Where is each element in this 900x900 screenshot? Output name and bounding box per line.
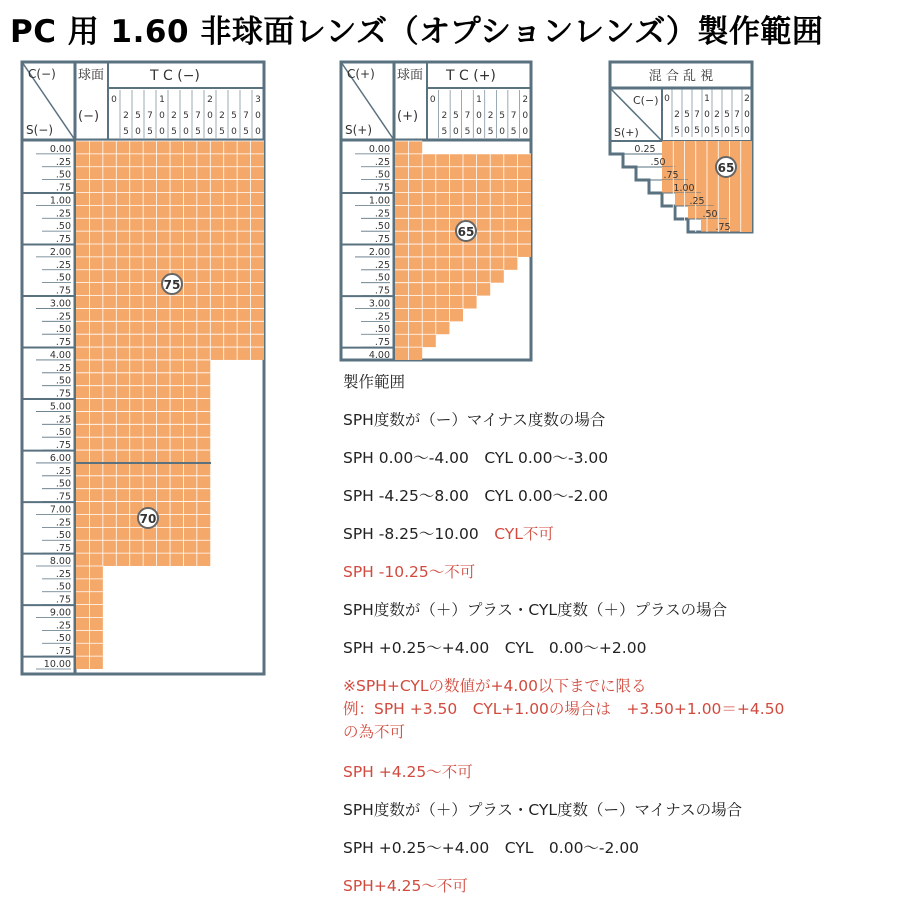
minus-digit: 5 [123,127,129,137]
minus-table [22,62,264,674]
mixed-digit: 2 [744,94,750,104]
plus-sph-label: .25 [374,156,390,168]
minus-sph-label: .75 [55,234,71,246]
minus-sph-label: .50 [55,324,71,336]
minus-sph-label: .50 [55,478,71,490]
minus-digit: 0 [159,111,165,121]
note-4-black: SPH -8.25〜10.00 [343,525,495,543]
plus-sph-label: .75 [374,234,390,246]
mixed-digit: 0 [704,110,710,120]
plus-table [341,62,531,361]
minus-digit: 5 [243,127,249,137]
plus-sph-label: .25 [374,259,390,271]
plus-digit: 7 [464,111,471,121]
minus-digit: 5 [183,111,189,121]
minus-digit: 2 [207,95,213,105]
minus-sph-label: 4.00 [49,349,71,361]
minus-sphere-header: 球面 [78,68,105,83]
mixed-sph-label: .75 [715,222,731,233]
mixed-corner-bottom: S(+) [614,126,639,139]
minus-digit: 1 [159,95,165,105]
plus-digit: 5 [510,127,517,137]
minus-sph-label: 0.00 [49,143,71,155]
mixed-digit: 1 [704,94,710,104]
plus-digit: 5 [441,127,448,137]
minus-sph-label: .75 [55,440,71,452]
mixed-digit: 5 [694,126,700,136]
plus-sph-label: .50 [374,169,390,181]
plus-digit: 1 [476,95,482,105]
note-12: SPH度数が（＋）プラス・CYL度数（ー）マイナスの場合 [343,801,743,819]
minus-sph-label: .25 [55,568,71,580]
plus-sph-label: .25 [374,311,390,323]
mixed-sph-label: 1.00 [673,183,695,194]
minus-sph-label: 1.00 [49,195,71,207]
plus-cell-row [395,308,463,321]
mixed-digit: 5 [674,126,680,136]
minus-sph-label: .25 [55,156,71,168]
minus-corner-top: C(−) [28,67,56,81]
minus-tc-header: T C (−) [150,68,200,84]
minus-digit: 0 [159,127,165,137]
minus-digit: 0 [135,127,141,137]
minus-digit: 7 [195,111,201,121]
note-13: SPH +0.25〜+4.00 CYL 0.00〜-2.00 [343,839,640,857]
note-3: SPH -4.25〜8.00 CYL 0.00〜-2.00 [343,487,609,505]
plus-sph-label: .50 [374,221,390,233]
note-9: 例：SPH +3.50 CYL+1.00の場合は +3.50+1.00＝+4.50 [343,700,785,718]
minus-sph-label: 8.00 [49,555,71,567]
minus-sph-label: 2.00 [49,246,71,258]
minus-sph-label: .25 [55,362,71,374]
plus-sph-label: .50 [374,324,390,336]
minus-sph-label: .75 [55,594,71,606]
minus-sph-label: 7.00 [49,504,71,516]
minus-digit: 7 [243,111,249,121]
mixed-sph-label: .50 [650,157,666,168]
minus-digit: 5 [195,127,201,137]
minus-sph-label: .50 [55,633,71,645]
plus-sph-label: 1.00 [368,195,390,207]
mixed-sph-label: .50 [702,209,718,220]
minus-sphere-sub: (−) [78,109,100,124]
minus-digit: 7 [147,111,153,121]
plus-index-label: 65 [457,225,475,239]
minus-digit: 0 [183,127,189,137]
minus-sph-label: .75 [55,388,71,400]
minus-digit: 0 [111,95,117,105]
plus-digit: 0 [453,127,459,137]
note-1: SPH度数が（ー）マイナス度数の場合 [343,411,606,429]
note-6: SPH度数が（＋）プラス・CYL度数（＋）プラスの場合 [343,601,728,619]
mixed-digit: 5 [724,110,730,120]
mixed-sph-label: .75 [663,170,679,181]
plus-sphere-header: 球面 [397,68,424,83]
minus-digit: 0 [255,111,261,121]
minus-sph-label: .25 [55,311,71,323]
plus-digit: 0 [522,111,529,121]
mixed-digit: 0 [724,126,730,136]
minus-digit: 2 [171,111,177,121]
minus-sph-label: .50 [55,272,71,284]
mixed-sph-label: 0.25 [634,144,656,155]
plus-tc-header: T C (+) [446,68,496,84]
mixed-header: 混 合 乱 視 [648,69,714,84]
minus-sph-label: .50 [55,581,71,593]
mixed-digit: 2 [714,110,720,120]
minus-digit: 0 [255,127,261,137]
minus-digit: 0 [231,127,237,137]
plus-digit: 5 [499,111,505,121]
mixed-cell-row [688,206,752,219]
minus-sph-label: .50 [55,530,71,542]
mixed-digit: 5 [734,126,740,136]
plus-sph-label: 0.00 [368,143,390,155]
page-title: PC 用 1.60 非球面レンズ（オプションレンズ）製作範囲 [10,14,824,50]
plus-cell-row [395,257,517,270]
plus-sph-label: .75 [374,285,390,297]
minus-sph-label: .75 [55,646,71,658]
plus-digit: 2 [441,111,448,121]
minus-digit: 2 [219,111,225,121]
plus-digit: 7 [510,111,517,121]
plus-digit: 0 [429,95,436,105]
minus-digit: 5 [171,127,177,137]
minus-sph-label: .25 [55,465,71,477]
plus-digit: 5 [487,127,494,137]
minus-digit: 5 [231,111,237,121]
mixed-digit: 2 [674,110,680,120]
minus-digit: 5 [219,127,225,137]
mixed-digit: 0 [744,110,750,120]
mixed-index-label: 65 [717,161,735,175]
note-11: SPH +4.25〜不可 [343,763,473,781]
mixed-digit: 5 [684,110,690,120]
plus-sph-label: .50 [374,272,390,284]
mixed-digit: 0 [744,126,750,136]
plus-sphere-sub: (+) [397,109,419,124]
minus-sph-label: .75 [55,285,71,297]
mixed-digit: 0 [664,94,670,104]
index-70-label: 70 [139,512,157,526]
plus-digit: 2 [487,111,494,121]
index-75-label: 75 [163,278,181,292]
minus-sph-label: 3.00 [49,298,71,310]
minus-digit: 2 [123,111,129,121]
note-14: SPH+4.25〜不可 [343,877,468,895]
plus-digit: 0 [522,127,529,137]
minus-sph-label: .25 [55,208,71,220]
minus-sph-label: .50 [55,169,71,181]
minus-sph-label: .75 [55,182,71,194]
plus-digit: 5 [453,111,459,121]
minus-digit: 0 [207,127,213,137]
note-0: 製作範囲 [343,373,406,391]
plus-corner-top: C(+) [347,67,375,81]
note-4-red: CYL不可 [494,525,554,543]
minus-sph-label: .50 [55,221,71,233]
plus-sph-label: .75 [374,182,390,194]
mixed-table [610,62,752,233]
plus-digit: 0 [499,127,505,137]
minus-sph-label: .75 [55,543,71,555]
plus-digit: 2 [522,95,529,105]
minus-sph-label: 6.00 [49,452,71,464]
minus-digit: 5 [147,127,153,137]
minus-sph-label: .25 [55,414,71,426]
plus-digit: 0 [476,111,482,121]
mixed-digit: 7 [734,110,740,120]
plus-sph-label: 2.00 [368,246,390,258]
mixed-sph-label: .25 [689,196,705,207]
note-8: ※SPH+CYLの数値が+4.00以下までに限る [343,677,647,695]
mixed-digit: 0 [684,126,690,136]
plus-digit: 5 [464,127,471,137]
plus-cell-row [395,334,436,347]
mixed-digit: 0 [704,126,710,136]
plus-sph-label: 4.00 [368,350,390,361]
note-2: SPH 0.00〜-4.00 CYL 0.00〜-3.00 [343,449,609,467]
minus-corner-bottom: S(−) [26,123,54,137]
mixed-corner-top: C(−) [633,94,659,107]
minus-digit: 3 [255,95,261,105]
minus-sph-label: .75 [55,337,71,349]
plus-sph-label: .25 [374,208,390,220]
minus-digit: 0 [207,111,213,121]
minus-sph-label: .25 [55,259,71,271]
minus-sph-label: .75 [55,491,71,503]
note-10: の為不可 [343,723,406,741]
note-5: SPH -10.25〜不可 [343,563,476,581]
plus-corner-bottom: S(+) [345,123,373,137]
minus-sph-label: 5.00 [49,401,71,413]
minus-sph-label: .25 [55,620,71,632]
minus-sph-label: .25 [55,517,71,529]
minus-sph-label: 10.00 [43,659,71,670]
note-7: SPH +0.25〜+4.00 CYL 0.00〜+2.00 [343,639,647,657]
plus-sph-label: 3.00 [368,298,390,310]
mixed-digit: 7 [694,110,700,120]
minus-digit: 5 [135,111,141,121]
minus-sph-label: .50 [55,375,71,387]
note-4 [343,522,554,544]
plus-sph-label: .75 [374,337,390,349]
plus-digit: 0 [476,127,482,137]
minus-sph-label: .50 [55,427,71,439]
mixed-digit: 5 [714,126,720,136]
minus-sph-label: 9.00 [49,607,71,619]
plus-cell-row [395,283,490,296]
